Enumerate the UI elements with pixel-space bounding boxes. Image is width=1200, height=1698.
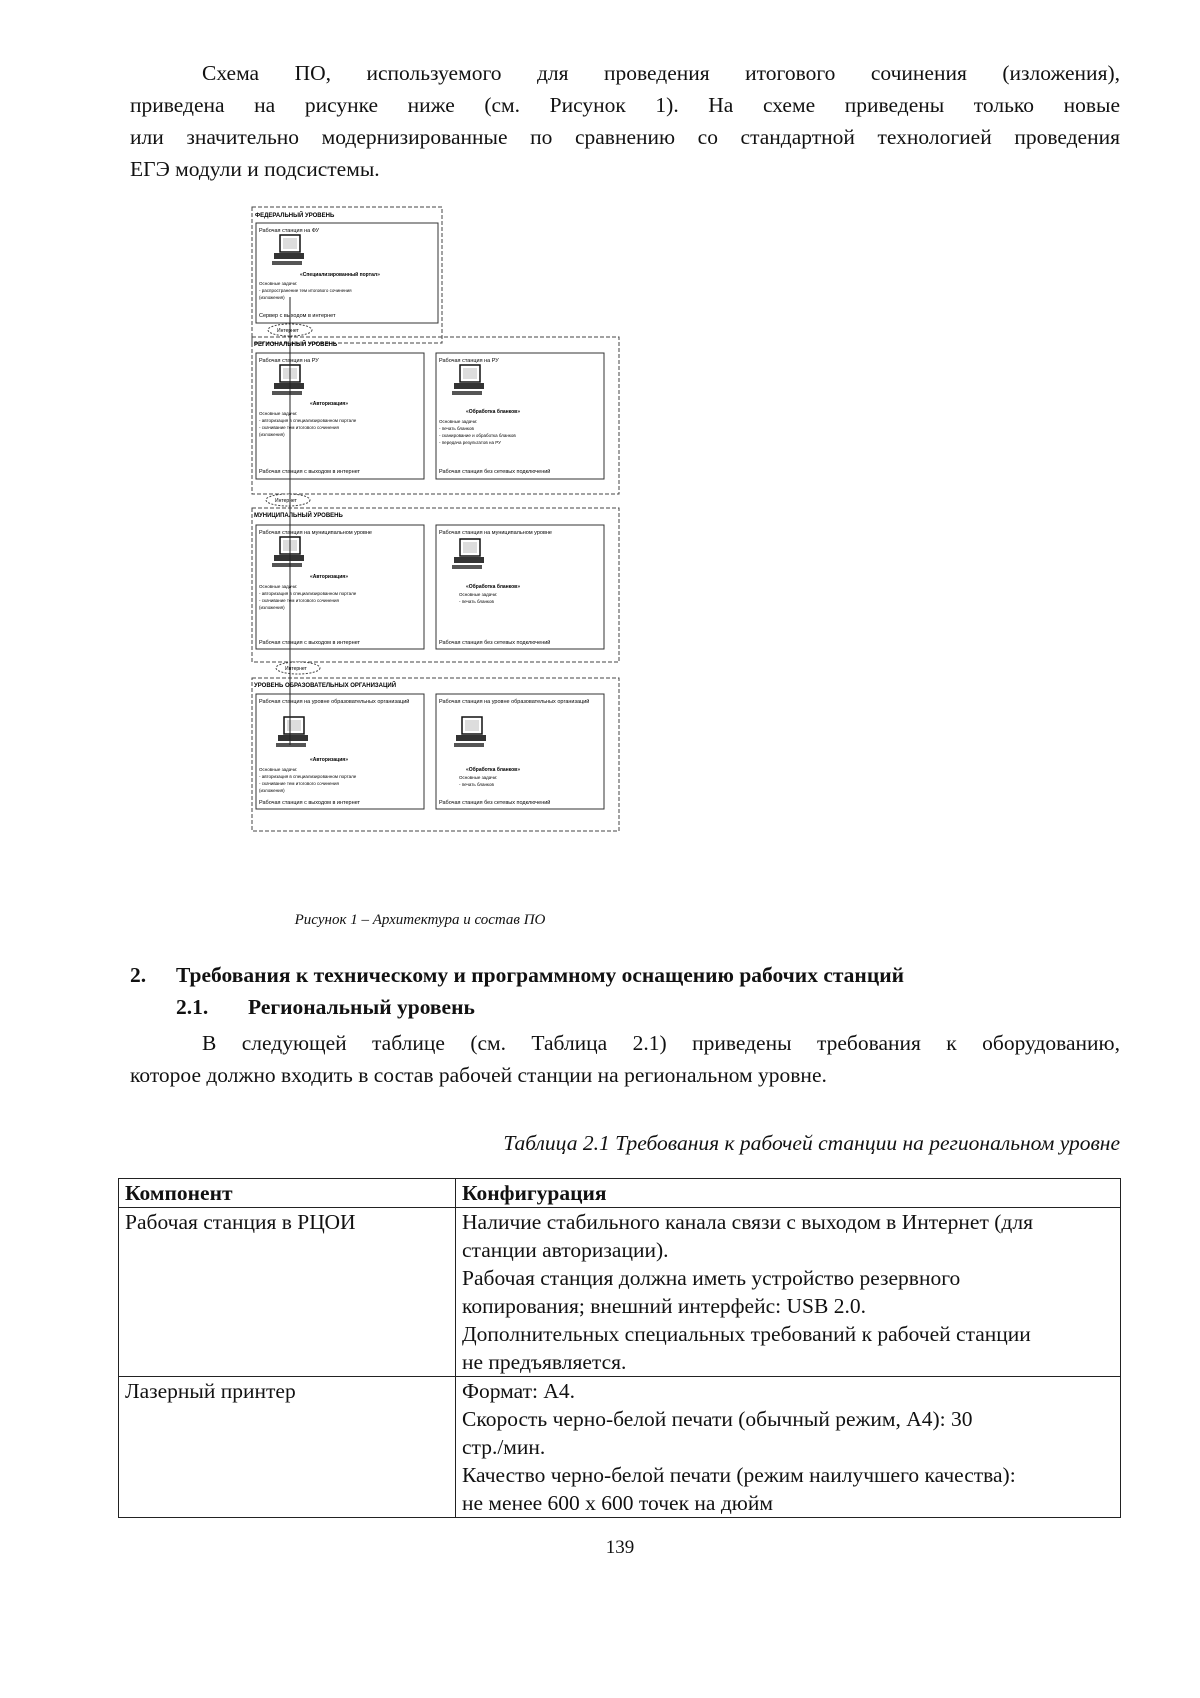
computer-icon [276, 717, 308, 747]
task-line: - скачивание тем итогового сочинения [259, 781, 339, 786]
config-line: Дополнительных специальных требований к рабочей станции [462, 1322, 1031, 1346]
box-title: Рабочая станция на РУ [259, 358, 319, 364]
box-title: Рабочая станция на муниципальном уровне [439, 530, 552, 536]
task-line: - авторизация в специализированном портале [259, 774, 357, 779]
header-cell: Компонент [119, 1179, 456, 1208]
config-line: станции авторизации). [462, 1238, 669, 1262]
task-line: - авторизация в специализированном портале [259, 591, 357, 596]
task-line: - печать бланков [439, 426, 474, 431]
module-name: «Авторизация» [310, 757, 349, 763]
organization-auth-box [256, 694, 424, 809]
federal-station-box [256, 223, 438, 323]
table-row [119, 1208, 1121, 1377]
task-line: - печать бланков [459, 782, 494, 787]
table-header-row [119, 1179, 1121, 1208]
task-line: (изложения) [259, 432, 285, 437]
level-regional [252, 337, 619, 494]
task-line: Основные задачи: [259, 584, 298, 589]
task-line: (изложения) [259, 605, 285, 610]
task-line: Основные задачи: [259, 281, 298, 286]
computer-icon [272, 365, 304, 395]
box-footer: Рабочая станция без сетевых подключений [439, 640, 551, 646]
page-number: 139 [605, 1537, 635, 1558]
table-caption: Таблица 2.1 Требования к рабочей станции на региональном уровне [503, 1131, 1120, 1155]
box-footer: Рабочая станция без сетевых подключений [439, 469, 551, 475]
config-cell [456, 1377, 1121, 1518]
task-line: - скачивание тем итогового сочинения [259, 425, 339, 430]
level-title: МУНИЦИПАЛЬНЫЙ УРОВЕНЬ [254, 513, 343, 519]
box-footer: Рабочая станция без сетевых подключений [439, 800, 551, 806]
config-line: Формат: А4. [462, 1379, 576, 1403]
intro-line: приведена на рисунке ниже (см. Рисунок 1). На схеме приведены только новые [130, 93, 1120, 117]
level-federal [252, 207, 442, 343]
level-organizations [252, 678, 619, 831]
computer-icon [272, 537, 304, 567]
task-line: Основные задачи: [259, 411, 298, 416]
task-line: - скачивание тем итогового сочинения [259, 598, 339, 603]
internet-label: Интернет [285, 666, 307, 672]
municipal-blanks-box [436, 525, 604, 649]
subsection-title: Региональный уровень [248, 995, 475, 1019]
box-footer: Рабочая станция с выходом в интернет [259, 800, 361, 806]
box-footer: Рабочая станция с выходом в интернет [259, 469, 361, 475]
computer-icon [452, 539, 484, 569]
internet-label: Интернет [277, 328, 299, 334]
module-name: «Обработка бланков» [466, 767, 521, 773]
intro-line: Схема ПО, используемого для проведения итогового сочинения (изложения), [202, 61, 1120, 85]
box-title: Рабочая станция на РУ [439, 358, 499, 364]
internet-label: Интернет [275, 498, 297, 504]
config-line: Скорость черно-белой печати (обычный режим, А4): 30 [462, 1407, 973, 1431]
box-title: Рабочая станция на ФУ [259, 228, 320, 234]
box-footer: Рабочая станция с выходом в интернет [259, 640, 361, 646]
config-line: Рабочая станция должна иметь устройство резервного [462, 1266, 961, 1290]
section-number: 2. [130, 963, 147, 987]
intro-line: ЕГЭ модули и подсистемы. [130, 157, 380, 181]
task-line: Основные задачи: [259, 767, 298, 772]
config-line: копирования; внешний интерфейс: USB 2.0. [462, 1294, 866, 1318]
header-cell: Конфигурация [456, 1179, 1121, 1208]
config-line: Наличие стабильного канала связи с выходом в Интернет (для [462, 1210, 1033, 1234]
task-line: - авторизация в специализированном портале [259, 418, 357, 423]
task-line: (изложения) [259, 788, 285, 793]
box-footer: Сервер с выходом в интернет [259, 313, 336, 319]
level-municipal [252, 508, 619, 662]
level-title: РЕГИОНАЛЬНЫЙ УРОВЕНЬ [254, 342, 338, 348]
module-name: «Обработка бланков» [466, 584, 521, 590]
regional-auth-box [256, 353, 424, 479]
module-name: «Авторизация» [310, 401, 349, 407]
section-paragraph [130, 1027, 1120, 1091]
task-line: - передача результатов на РУ [439, 440, 501, 445]
task-line: - печать бланков [459, 599, 494, 604]
section-title: Требования к техническому и программному оснащению рабочих станций [176, 963, 904, 987]
intro-line: или значительно модернизированные по сравнению со стандартной технологией проведения [130, 125, 1120, 149]
task-line: - распространение тем итогового сочинения [259, 288, 352, 293]
box-title: Рабочая станция на уровне образовательных организаций [259, 699, 410, 705]
config-line: не менее 600 х 600 точек на дюйм [462, 1491, 773, 1515]
task-line: Основные задачи: [459, 592, 498, 597]
component-cell: Лазерный принтер [119, 1377, 456, 1518]
intro-paragraph [130, 57, 1120, 185]
requirements-table [118, 1178, 1121, 1518]
component-cell: Рабочая станция в РЦОИ [119, 1208, 456, 1377]
level-title: ФЕДЕРАЛЬНЫЙ УРОВЕНЬ [255, 213, 335, 219]
module-name: «Авторизация» [310, 574, 349, 580]
subsection-number: 2.1. [176, 995, 209, 1019]
task-line: Основные задачи: [439, 419, 478, 424]
box-title: Рабочая станция на уровне образовательных организаций [439, 699, 590, 705]
organization-blanks-box [436, 694, 604, 809]
table-row [119, 1377, 1121, 1518]
task-line: Основные задачи: [459, 775, 498, 780]
section-line: В следующей таблице (см. Таблица 2.1) приведены требования к оборудованию, [202, 1031, 1120, 1055]
module-name: «Обработка бланков» [466, 409, 521, 415]
computer-icon [452, 365, 484, 395]
box-title: Рабочая станция на муниципальном уровне [259, 530, 372, 536]
regional-blanks-box [436, 353, 604, 479]
module-name: «Специализированный портал» [300, 272, 380, 278]
config-line: стр./мин. [462, 1435, 546, 1459]
task-line: - сканирование и обработка бланков [439, 433, 516, 438]
task-line: (изложения) [259, 295, 285, 300]
computer-icon [454, 717, 486, 747]
section-line: которое должно входить в состав рабочей станции на региональном уровне. [130, 1063, 827, 1087]
config-line: не предъявляется. [462, 1350, 627, 1374]
figure-caption: Рисунок 1 – Архитектура и состав ПО [294, 912, 546, 928]
municipal-auth-box [256, 525, 424, 649]
architecture-diagram [250, 205, 655, 935]
config-cell [456, 1208, 1121, 1377]
level-title: УРОВЕНЬ ОБРАЗОВАТЕЛЬНЫХ ОРГАНИЗАЦИЙ [254, 683, 397, 689]
computer-icon [272, 235, 304, 265]
config-line: Качество черно-белой печати (режим наилучшего качества): [462, 1463, 1016, 1487]
